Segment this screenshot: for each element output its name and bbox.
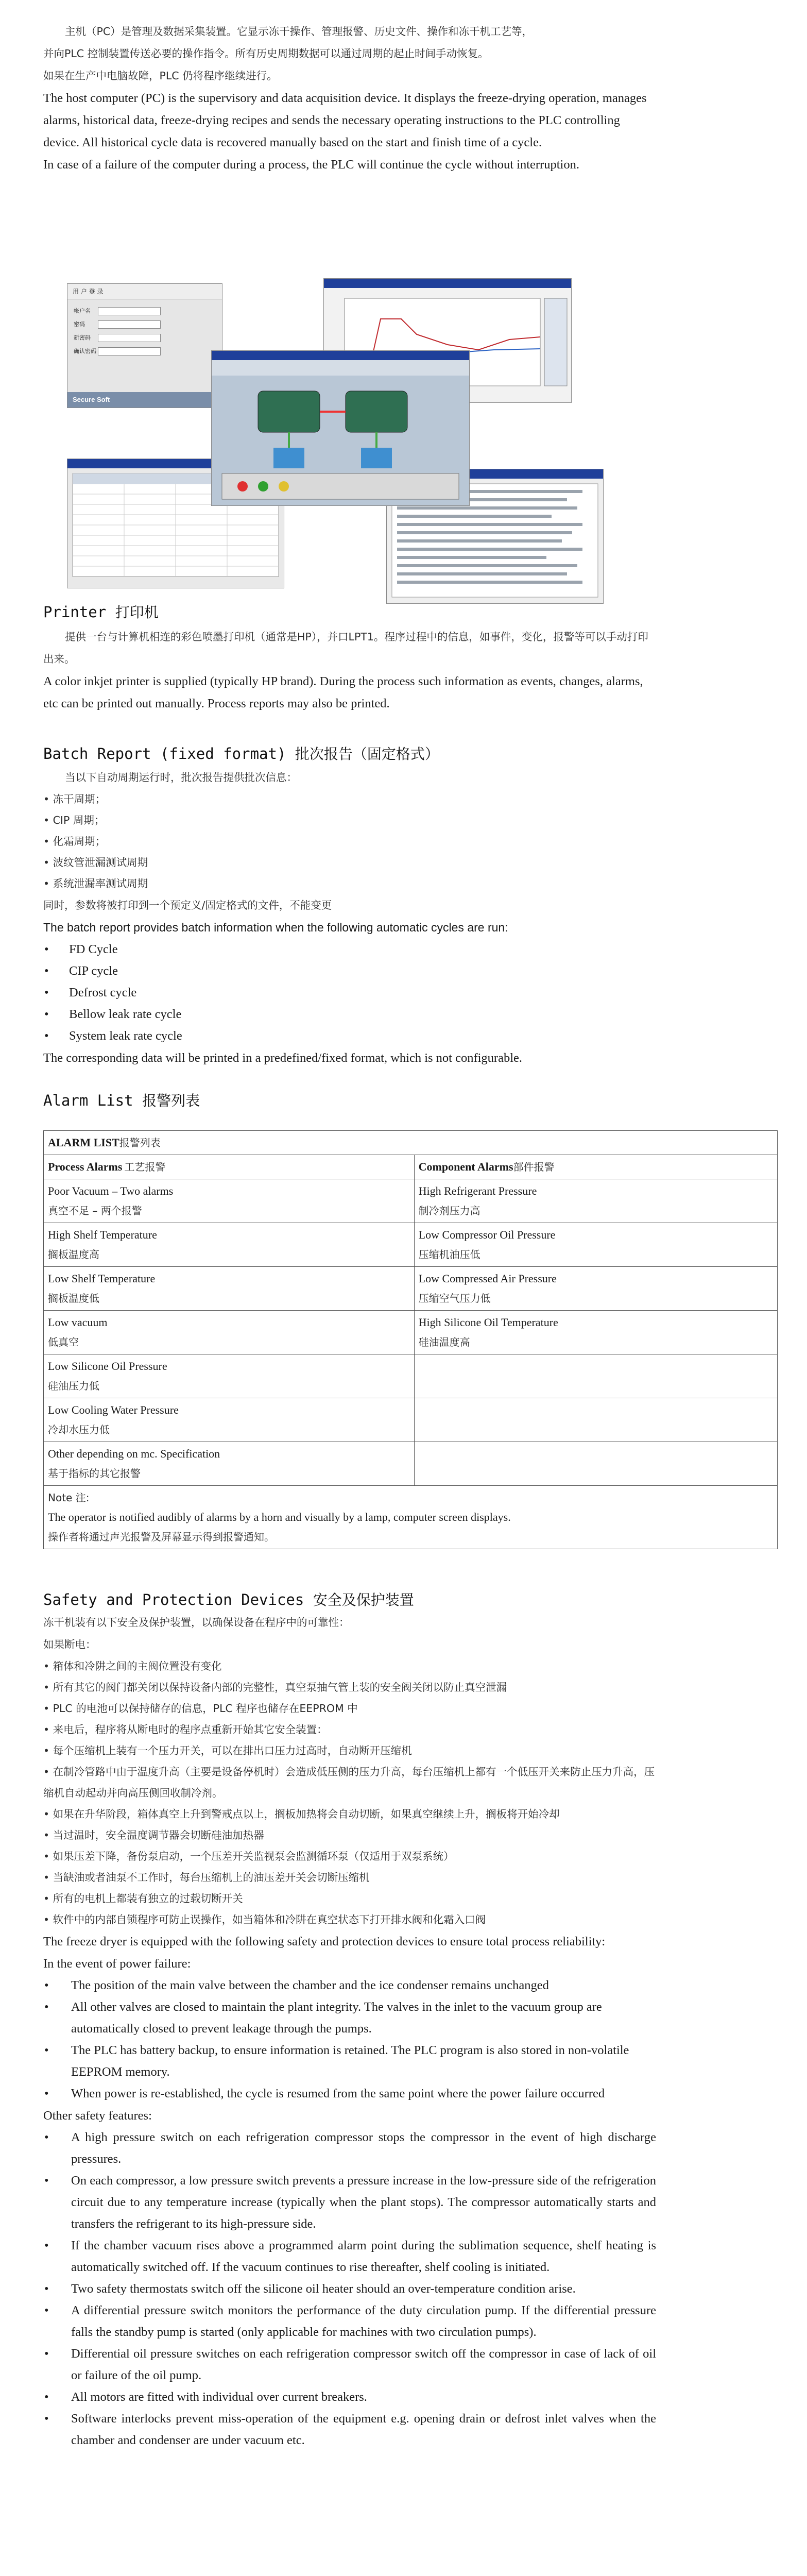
list-item: • 在制冷管路中由于温度升高（主要是设备停机时）会造成低压侧的压力升高，每台压缩机上都有一个低压开关来防止压力升高，压缩机自动起动并向高压侧回收制冷剂。 [43,1766,655,1799]
table-row: Low vacuum 低真空 High Silicone Oil Temperature 硅油温度高 [44,1311,778,1354]
alarm-table [43,1130,778,1549]
intro-zh-line1: 主机（PC）是管理及数据采集装置。它显示冻干操作、管理报警、历史文件、操作和冻干机工艺等， [65,25,533,38]
login-brand: Secure Soft [67,392,222,408]
login-title: 用 户 登 录 [67,284,222,299]
batch-zh-outro: 同时，参数将被打印到一个预定义/固定格式的文件，不能变更 [43,899,332,911]
list-item: • Defrost cycle [43,982,656,1004]
list-item: • The position of the main valve between the chamber and the ice condenser remains unchanged [43,1975,656,1996]
printer-en: A color inkjet printer is supplied (typically HP brand). During the process such information as events, changes, alarms, etc can be printed out manually. Process reports may also be printed. [43,674,643,710]
list-item: • If the chamber vacuum rises above a programmed alarm point during the sublimation sequence, shelf heating is automatically switched off. If the vacuum continues to rise thereafter, shelf cooling is initiated. [43,2235,656,2278]
intro-zh-line3: 如果在生产中电脑故障，PLC 仍将程序继续进行。 [43,70,278,82]
safety-zh-intro2: 如果断电： [43,1638,96,1651]
list-item: • 波纹管泄漏测试周期 [43,856,148,869]
printer-zh: 提供一台与计算机相连的彩色喷墨打印机（通常是HP），并口LPT1。程序过程中的信息，如事件，变化，报警等可以手动打印出来。 [43,631,648,665]
software-screenshots-collage [67,263,592,618]
table-row: Other depending on mc. Specification 基于指标的其它报警 [44,1442,778,1486]
hmi-process-graphic [212,360,469,505]
table-row: Poor Vacuum – Two alarms 真空不足 – 两个报警 High Refrigerant Pressure 制冷剂压力高 [44,1179,778,1223]
batch-en-list [43,939,656,1047]
printer-section [43,602,656,715]
intro-section [43,21,656,176]
alarm-heading: Alarm List 报警列表 [43,1092,200,1109]
intro-zh-line2: 并向PLC 控制装置传送必要的操作指令。所有历史周期数据可以通过周期的起止时间手动恢复。 [43,47,489,60]
list-item: • CIP cycle [43,960,656,982]
batch-zh-list [43,789,656,894]
list-item: • 当过温时，安全温度调节器会切断硅油加热器 [43,1829,264,1841]
list-item: • On each compressor, a low pressure switch prevents a pressure increase in the low-pressure side of the refrigeration circuit due to any temperature increase (typically when the plant stops). The compressor automatically starts and transfers the refrigerant to its high-pressure side. [43,2170,656,2235]
list-item: • All motors are fitted with individual over current breakers. [43,2386,656,2408]
login-field-new-password: 新密码 [74,331,216,345]
list-item: • 如果在升华阶段，箱体真空上升到警戒点以上，搁板加热将会自动切断，如果真空继续上升，搁板将开始冷却 [43,1808,560,1820]
alarm-list-section [43,1090,656,1543]
list-item: • When power is re-established, the cycle is resumed from the same point where the power failure occurred [43,2083,656,2105]
table-row: High Shelf Temperature 搁板温度高 Low Compressor Oil Pressure 压缩机油压低 [44,1223,778,1267]
alarm-col-component-header: Component Alarms部件报警 [414,1155,777,1179]
safety-heading: Safety and Protection Devices 安全及保护装置 [43,1591,414,1608]
list-item: • Software interlocks prevent miss-operation of the equipment e.g. opening drain or defrost inlet valves when the chamber and condenser are under vacuum etc. [43,2408,656,2451]
safety-en-other-list [43,2127,656,2451]
intro-en-para2: In case of a failure of the computer during a process, the PLC will continue the cycle without interruption. [43,158,579,172]
table-row: Low Cooling Water Pressure 冷却水压力低 [44,1398,778,1442]
alarm-note-label: Note 注: [48,1492,90,1504]
list-item: • 如果压差下降，备份泵启动，一个压差开关监视泵会监测循环泵（仅适用于双泵系统） [43,1850,454,1862]
list-item: • 所有的电机上都装有独立的过载切断开关 [43,1892,243,1905]
list-item: • Differential oil pressure switches on each refrigeration compressor switch off the compressor in case of lack of oil or failure of the oil pump. [43,2343,656,2386]
list-item: • 冻干周期； [43,793,106,805]
alarm-col-process-header: Process Alarms 工艺报警 [44,1155,415,1179]
list-item: • 软件中的内部自锁程序可防止误操作，如当箱体和冷阱在真空状态下打开排水阀和化霜入口阀 [43,1913,486,1926]
safety-zh-intro1: 冻干机装有以下安全及保护装置，以确保设备在程序中的可靠性： [43,1616,350,1629]
list-item: • 箱体和冷阱之间的主阀位置没有变化 [43,1660,222,1672]
list-item: • 来电后，程序将从断电时的程序点重新开始其它安全装置： [43,1723,328,1736]
list-item: • 系统泄漏率测试周期 [43,877,148,890]
hmi-process-window-image [211,350,470,506]
alarm-note-en: The operator is notified audibly of alarms by a horn and visually by a lamp, computer screen displays. [48,1511,511,1523]
list-item: • A differential pressure switch monitors the performance of the duty circulation pump. If the differential pressure falls the standby pump is started (only applicable for machines with two circulation pumps). [43,2300,656,2343]
login-field-confirm: 确认密码 [74,345,216,358]
alarm-note-row [44,1486,778,1549]
batch-report-section [43,743,656,1069]
safety-en-power-list [43,1975,656,2105]
list-item: • CIP 周期； [43,814,105,826]
list-item: • Two safety thermostats switch off the silicone oil heater should an over-temperature condition arise. [43,2278,656,2300]
list-item: • The PLC has battery backup, to ensure information is retained. The PLC program is also stored in non-volatile EEPROM memory. [43,2040,656,2083]
printer-heading: Printer 打印机 [43,603,159,621]
table-row: Low Shelf Temperature 搁板温度低 Low Compressed Air Pressure 压缩空气压力低 [44,1267,778,1311]
login-field-account: 帐户名 [74,304,216,318]
safety-section [43,1589,656,2451]
batch-heading: Batch Report (fixed format) 批次报告（固定格式） [43,745,439,762]
batch-en-outro: The corresponding data will be printed in a predefined/fixed format, which is not configurable. [43,1051,523,1065]
list-item: • 化霜周期； [43,835,106,848]
list-item: • 当缺油或者油泵不工作时，每台压缩机上的油压差开关会切断压缩机 [43,1871,370,1884]
batch-zh-intro: 当以下自动周期运行时，批次报告提供批次信息： [65,771,297,784]
alarm-note-zh: 操作者将通过声光报警及屏幕显示得到报警通知。 [48,1531,274,1543]
login-window-image [67,283,222,408]
list-item: • All other valves are closed to maintain the plant integrity. The valves in the inlet to the vacuum group are automatically closed to prevent leakage through the pumps. [43,1996,656,2040]
safety-en-intro: The freeze dryer is equipped with the following safety and protection devices to ensure total process reliability: [43,1935,606,1948]
safety-en-power-label: In the event of power failure: [43,1957,191,1971]
alarm-table-title: ALARM LIST报警列表 [44,1131,778,1155]
batch-en-intro: The batch report provides batch information when the following automatic cycles are run: [43,921,508,934]
list-item: • 每个压缩机上装有一个压力开关，可以在排出口压力过高时，自动断开压缩机 [43,1744,412,1757]
list-item: • Bellow leak rate cycle [43,1004,656,1025]
list-item: • A high pressure switch on each refrigeration compressor stops the compressor in the event of high discharge pressures. [43,2127,656,2170]
intro-en-para1: The host computer (PC) is the supervisory and data acquisition device. It displays the freeze-drying operation, manages alarms, historical data, freeze-drying recipes and sends the necessary operating instructions to the PLC controlling device. All historical cycle data is recovered manually based on the start and finish time of a cycle. [43,91,647,149]
table-row: Low Silicone Oil Pressure 硅油压力低 [44,1354,778,1398]
list-item: • System leak rate cycle [43,1025,656,1047]
safety-zh-list [43,1656,656,1930]
login-field-password: 密码 [74,318,216,331]
list-item: • 所有其它的阀门都关闭以保持设备内部的完整性，真空泵抽气管上装的安全阀关闭以防止真空泄漏 [43,1681,507,1693]
safety-en-other-label: Other safety features: [43,2109,152,2123]
list-item: • PLC 的电池可以保持储存的信息，PLC 程序也储存在EEPROM 中 [43,1702,358,1715]
list-item: • FD Cycle [43,939,656,960]
